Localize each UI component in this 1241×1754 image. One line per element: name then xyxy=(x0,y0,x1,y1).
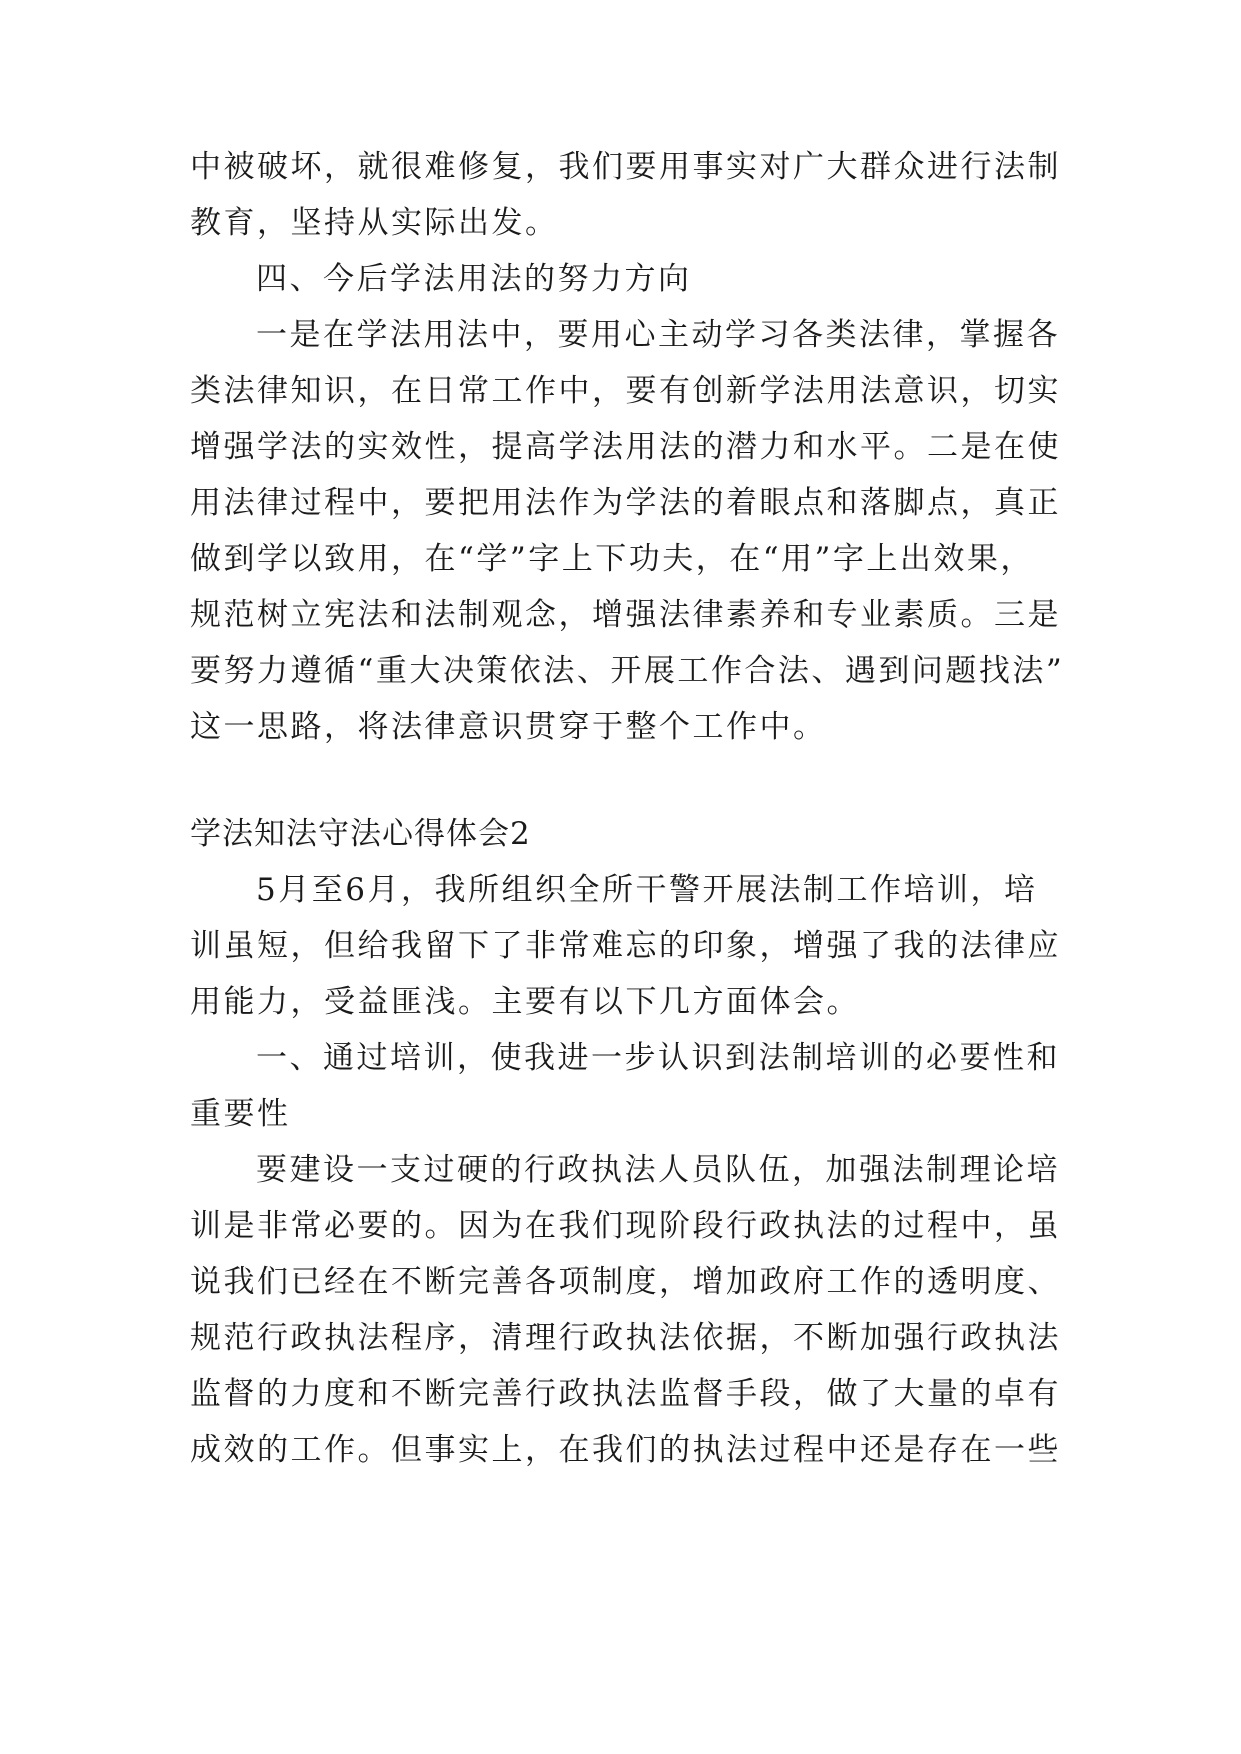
section-heading: 四、今后学法用法的努力方向 xyxy=(256,261,692,297)
body-line: 规范行政执法程序，清理行政执法依据，不断加强行政执法 xyxy=(190,1320,1061,1356)
body-line: 要建设一支过硬的行政执法人员队伍，加强法制理论培 xyxy=(256,1152,1060,1188)
body-line: 训是非常必要的。因为在我们现阶段行政执法的过程中，虽 xyxy=(190,1208,1061,1244)
body-line: 要努力遵循“重大决策依法、开展工作合法、遇到问题找法” xyxy=(190,653,1065,689)
body-line: 一是在学法用法中，要用心主动学习各类法律，掌握各 xyxy=(256,317,1060,353)
body-line: 训虽短，但给我留下了非常难忘的印象，增强了我的法律应 xyxy=(190,928,1061,964)
body-line: 中被破坏，就很难修复，我们要用事实对广大群众进行法制 xyxy=(190,149,1061,185)
body-line: 增强学法的实效性，提高学法用法的潜力和水平。二是在使 xyxy=(190,429,1061,465)
body-line: 规范树立宪法和法制观念，增强法律素养和专业素质。三是 xyxy=(190,597,1061,633)
section-heading-cont: 重要性 xyxy=(190,1096,291,1132)
body-line: 5月至6月，我所组织全所干警开展法制工作培训，培 xyxy=(256,872,1038,908)
body-line: 成效的工作。但事实上，在我们的执法过程中还是存在一些 xyxy=(190,1432,1061,1468)
body-line: 说我们已经在不断完善各项制度，增加政府工作的透明度、 xyxy=(190,1264,1061,1300)
section-heading: 一、通过培训，使我进一步认识到法制培训的必要性和 xyxy=(256,1040,1060,1076)
body-line: 监督的力度和不断完善行政执法监督手段，做了大量的卓有 xyxy=(190,1376,1061,1412)
body-line: 做到学以致用，在“学”字上下功夫，在“用”字上出效果， xyxy=(190,541,1034,577)
body-line: 用能力，受益匪浅。主要有以下几方面体会。 xyxy=(190,984,860,1020)
body-line: 教育，坚持从实际出发。 xyxy=(190,205,559,241)
body-line: 类法律知识，在日常工作中，要有创新学法用法意识，切实 xyxy=(190,373,1061,409)
body-line: 这一思路，将法律意识贯穿于整个工作中。 xyxy=(190,709,827,745)
body-line: 用法律过程中，要把用法作为学法的着眼点和落脚点，真正 xyxy=(190,485,1061,521)
article-title: 学法知法守法心得体会2 xyxy=(190,816,531,852)
